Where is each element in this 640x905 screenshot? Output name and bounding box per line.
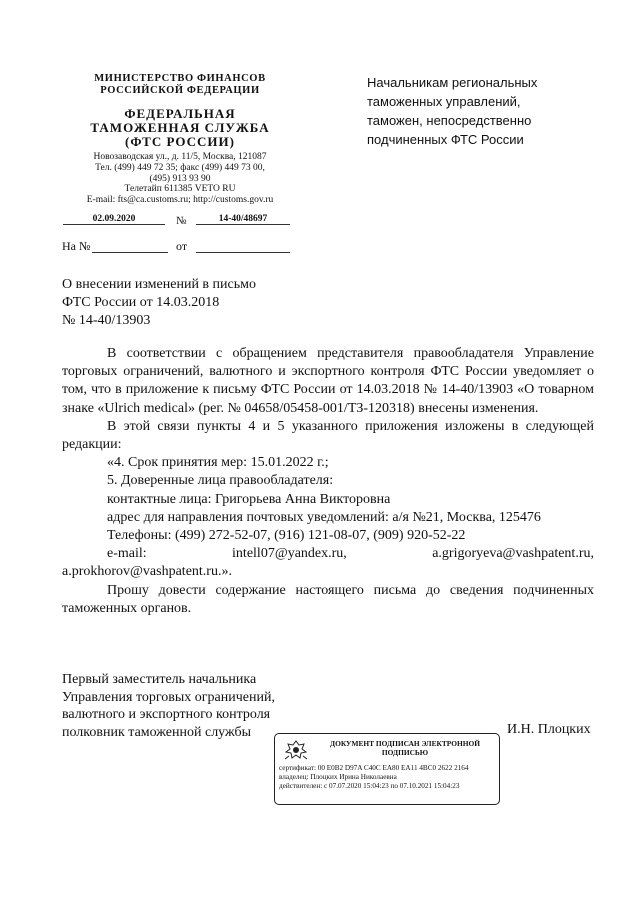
amendment-item-4: «4. Срок принятия мер: 15.01.2022 г.;	[107, 455, 329, 471]
stamp-certificate: сертификат: 00 E0B2 D97A C40C EA80 EA11 4BC0 2622 2164	[279, 764, 469, 772]
addressee-line: подчиненных ФТС России	[367, 132, 524, 147]
addressee-line: Начальникам региональных	[367, 75, 538, 90]
contact-persons: контактные лица: Григорьева Анна Викторовна	[107, 491, 391, 507]
stamp-owner: владелец: Плоцких Ирина Николаевна	[279, 773, 397, 781]
signatory-line: Первый заместитель начальника	[62, 672, 257, 687]
subject-line: № 14-40/13903	[62, 313, 151, 328]
stamp-title	[317, 739, 493, 757]
address-line: Новозаводская ул., д. 11/5, Москва, 121087	[93, 152, 267, 162]
postal-address: адрес для направления почтовых уведомлений: а/я №21, Москва, 125476	[107, 509, 541, 525]
service-line: ТАМОЖЕННАЯ СЛУЖБА	[90, 120, 270, 135]
subject-line: ФТС России от 14.03.2018	[62, 295, 220, 310]
service-line: ФЕДЕРАЛЬНАЯ	[124, 106, 236, 121]
emblem-icon	[283, 738, 309, 762]
ministry-header	[60, 73, 300, 97]
service-address	[60, 152, 300, 206]
signatory-name: И.Н. Плоцких	[507, 722, 591, 737]
signatory-line: полковник таможенной службы	[62, 724, 252, 740]
number-sign: №	[176, 215, 187, 227]
e-signature-stamp	[274, 733, 500, 805]
amendment-item-5: 5. Доверенные лица правообладателя:	[107, 473, 334, 489]
letter-body	[62, 345, 594, 618]
addressee-line: таможенных управлений,	[367, 94, 521, 109]
service-line: (ФТС РОССИИ)	[125, 134, 235, 149]
addressee-line: таможен, непосредственно	[367, 113, 532, 128]
email-label: e-mail:	[107, 546, 147, 562]
email-address: intell07@yandex.ru,	[232, 546, 347, 562]
signatory-title	[62, 671, 275, 741]
service-header	[60, 107, 300, 149]
ministry-line: МИНИСТЕРСТВО ФИНАНСОВ	[94, 73, 266, 84]
email-address: a.grigoryeva@vashpatent.ru,	[432, 546, 594, 562]
ministry-line: РОССИЙСКОЙ ФЕДЕРАЦИИ	[100, 85, 260, 96]
reference-label: На №	[62, 239, 91, 253]
signatory-line: Управления торговых ограничений,	[62, 689, 275, 705]
addressee	[367, 73, 607, 149]
address-line: (495) 913 93 90	[149, 173, 211, 184]
address-line: Тел. (499) 449 72 35; факс (499) 449 73 00,	[95, 162, 265, 173]
email-address: a.prokhorov@vashpatent.ru.».	[62, 564, 232, 580]
letter-subject	[62, 276, 322, 330]
phone-numbers: Телефоны: (499) 272-52-07, (916) 121-08-07, (909) 920-52-22	[107, 528, 466, 544]
stamp-validity: действителен: с 07.07.2020 15:04:23 по 07.10.2021 15:04:23	[279, 782, 460, 790]
reference-from-label: от	[176, 239, 188, 253]
body-paragraph: В соответствии с обращением представителя правообладателя Управление торговых ограничений, валютного и экспортного контроля ФТС России уведомляет о том, что в приложение к письму ФТС России от 14.03.2018 № 14-40/13903 «О товарном знаке «Ulrich medical» (рег. № 04658/05458-001/ТЗ-120318) внесены изменения.	[62, 346, 594, 416]
stamp-details	[279, 764, 497, 791]
address-line: Телетайп 611385 VETO RU	[124, 184, 236, 195]
stamp-title-line: ДОКУМЕНТ ПОДПИСАН ЭЛЕКТРОННОЙ	[330, 739, 480, 748]
signatory-line: валютного и экспортного контроля	[62, 707, 271, 722]
reference-date-blank	[196, 252, 290, 253]
email-line	[62, 545, 594, 563]
body-paragraph: Прошу довести содержание настоящего письма до сведения подчиненных таможенных органов.	[62, 582, 594, 616]
address-line: E-mail: fts@ca.customs.ru; http://customs.gov.ru	[86, 195, 274, 206]
letter-date: 02.09.2020	[63, 214, 165, 225]
reference-number-blank	[92, 252, 168, 253]
stamp-title-line: ПОДПИСЬЮ	[381, 748, 429, 757]
letter-number: 14-40/48697	[196, 214, 290, 225]
subject-line: О внесении изменений в письмо	[62, 277, 256, 292]
body-paragraph: В этой связи пункты 4 и 5 указанного приложения изложены в следующей редакции:	[62, 418, 594, 453]
